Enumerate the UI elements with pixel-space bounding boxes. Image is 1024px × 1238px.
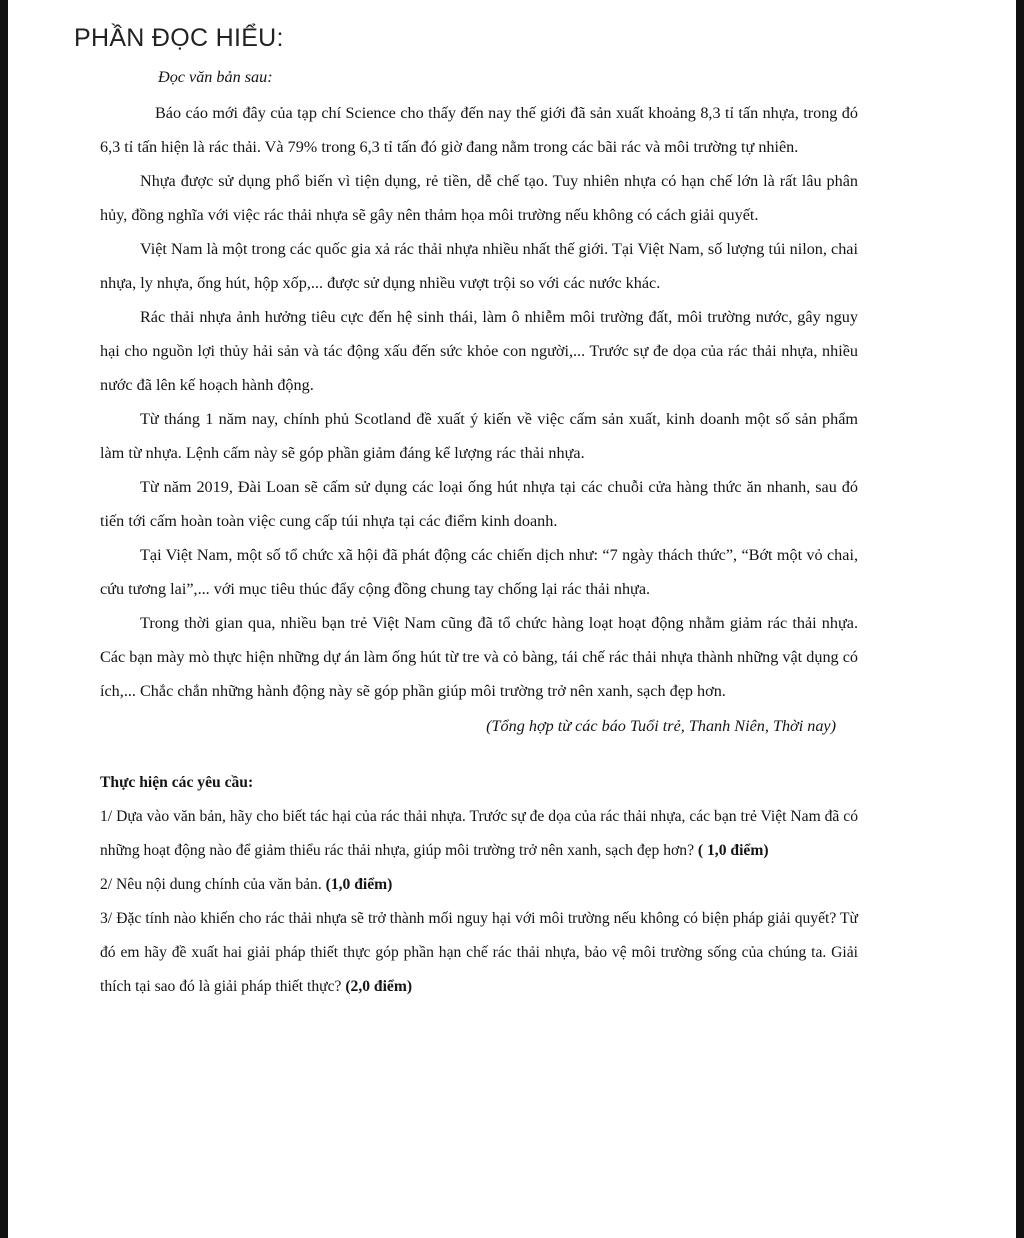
question-number: 2/	[100, 876, 113, 893]
paragraph: Từ năm 2019, Đài Loan sẽ cấm sử dụng các loại ống hút nhựa tại các chuỗi cửa hàng thức ăn nhanh, sau đó tiến tới cấm hoàn toàn việc cung cấp túi nhựa tại các điểm kinh doanh.	[100, 478, 858, 530]
question-3	[100, 902, 858, 1004]
question-1	[100, 800, 858, 868]
right-edge	[1016, 0, 1024, 1238]
question-2	[100, 868, 858, 902]
question-text: Dựa vào văn bản, hãy cho biết tác hại của rác thải nhựa. Trước sự đe dọa của rác thải nhựa, các bạn trẻ Việt Nam đã có những hoạt động nào để giảm thiểu rác thải nhựa, giúp môi trường trở nên xanh, sạch đẹp hơn?	[100, 808, 858, 859]
paragraph: Rác thải nhựa ảnh hưởng tiêu cực đến hệ sinh thái, làm ô nhiễm môi trường đất, môi trường nước, gây nguy hại cho nguồn lợi thủy hải sản và tác động xấu đến sức khỏe con người,... Trước sự đe dọa của rác thải nhựa, nhiều nước đã lên kế hoạch hành động.	[100, 308, 858, 394]
question-text: Nêu nội dung chính của văn bản.	[116, 876, 322, 893]
question-text: Đặc tính nào khiến cho rác thải nhựa sẽ trở thành mối nguy hại với môi trường nếu không có biện pháp giải quyết? Từ đó em hãy đề xuất hai giải pháp thiết thực góp phần hạn chế rác thải nhựa, bảo vệ môi trường sống của chúng ta. Giải thích tại sao đó là giải pháp thiết thực?	[100, 910, 858, 995]
question-score: (1,0 điểm)	[325, 876, 393, 893]
document-page	[8, 0, 1016, 1238]
paragraph: Báo cáo mới đây của tạp chí Science cho thấy đến nay thế giới đã sản xuất khoảng 8,3 tỉ tấn nhựa, trong đó 6,3 tỉ tấn hiện là rác thải. Và 79% trong 6,3 tỉ tấn đó giờ đang nằm trong các bãi rác và môi trường tự nhiên.	[100, 104, 858, 156]
left-edge	[0, 0, 8, 1238]
paragraph: Việt Nam là một trong các quốc gia xả rác thải nhựa nhiều nhất thế giới. Tại Việt Nam, số lượng túi nilon, chai nhựa, ly nhựa, ống hút, hộp xốp,... được sử dụng nhiều vượt trội so với các nước khác.	[100, 240, 858, 292]
paragraph: Tại Việt Nam, một số tổ chức xã hội đã phát động các chiến dịch như: “7 ngày thách thức”, “Bớt một vỏ chai, cứu tương lai”,... với mục tiêu thúc đẩy cộng đồng chung tay chống lại rác thải nhựa.	[100, 546, 858, 598]
paragraph: Nhựa được sử dụng phổ biến vì tiện dụng, rẻ tiền, dễ chế tạo. Tuy nhiên nhựa có hạn chế lớn là rất lâu phân hủy, đồng nghĩa với việc rác thải nhựa sẽ gây nên thảm họa môi trường nếu không có cách giải quyết.	[100, 172, 858, 224]
paragraph: Trong thời gian qua, nhiều bạn trẻ Việt Nam cũng đã tổ chức hàng loạt hoạt động nhằm giảm rác thải nhựa. Các bạn mày mò thực hiện những dự án làm ống hút từ tre và cỏ bàng, tái chế rác thải nhựa thành những vật dụng có ích,... Chắc chắn những hành động này sẽ góp phần giúp môi trường trở nên xanh, sạch đẹp hơn.	[100, 614, 858, 700]
question-number: 3/	[100, 910, 113, 927]
document-body	[100, 62, 858, 1004]
page-heading: PHẦN ĐỌC HIỂU:	[74, 24, 284, 52]
reading-intro: Đọc văn bản sau:	[158, 68, 273, 86]
question-score: (2,0 điểm)	[345, 978, 413, 995]
paragraph: Từ tháng 1 năm nay, chính phủ Scotland đề xuất ý kiến về việc cấm sản xuất, kinh doanh một số sản phẩm làm từ nhựa. Lệnh cấm này sẽ góp phần giảm đáng kể lượng rác thải nhựa.	[100, 410, 858, 462]
question-number: 1/	[100, 808, 113, 825]
question-score: ( 1,0 điểm)	[697, 842, 769, 859]
tasks-section	[100, 766, 858, 1004]
tasks-title: Thực hiện các yêu cầu:	[100, 774, 254, 791]
source-citation: (Tổng hợp từ các báo Tuổi trẻ, Thanh Niên, Thời nay)	[486, 717, 836, 735]
